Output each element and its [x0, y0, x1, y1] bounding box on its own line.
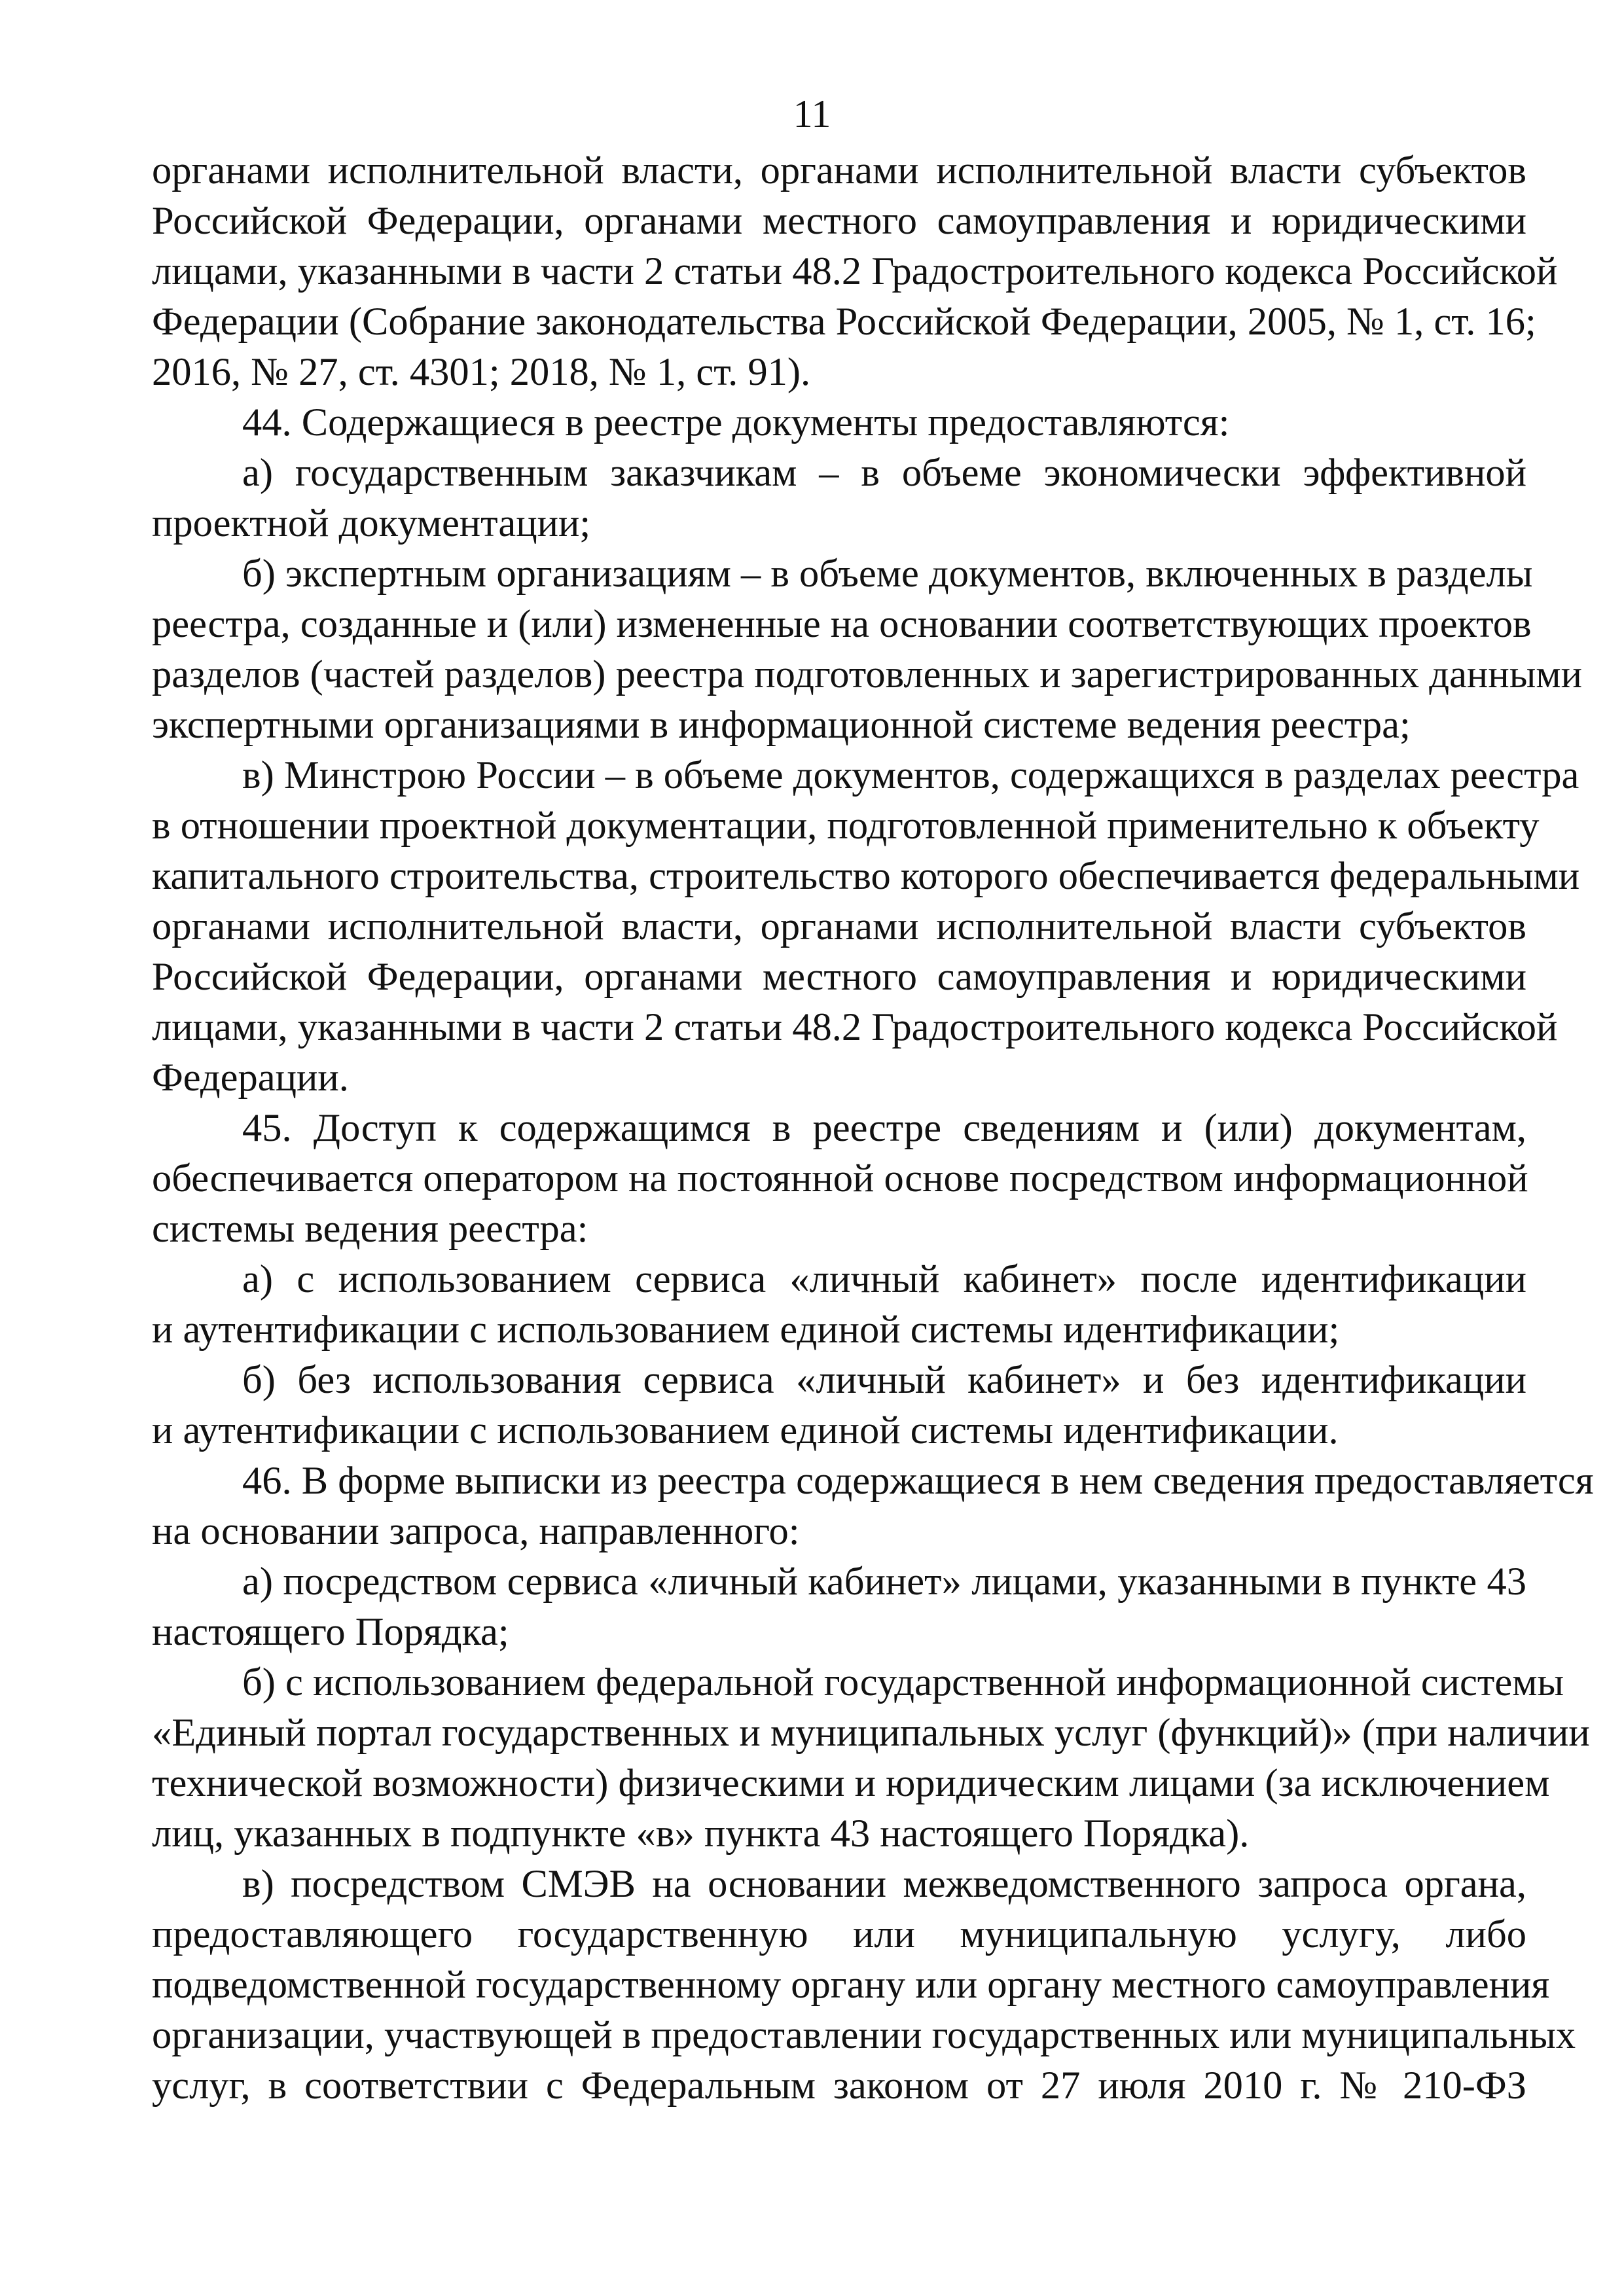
text-line: «Единый портал государственных и муниципальных услуг (функций)» (при наличии [152, 1711, 1590, 1755]
text-line: реестра, созданные и (или) измененные на основании соответствующих проектов [152, 602, 1532, 646]
text-line: в) посредством СМЭВ на основании межведомственного запроса органа, [242, 1862, 1526, 1906]
text-line: 2016, № 27, ст. 4301; 2018, № 1, ст. 91). [152, 350, 811, 394]
text-line: разделов (частей разделов) реестра подготовленных и зарегистрированных данными [152, 653, 1583, 696]
document-body [152, 145, 1594, 2111]
text-line: организации, участвующей в предоставлении государственных или муниципальных [152, 2013, 1576, 2057]
text-line: Федерации. [152, 1056, 349, 1100]
text-line: 44. Содержащиеся в реестре документы предоставляются: [242, 401, 1230, 444]
text-line: подведомственной государственному органу или органу местного самоуправления [152, 1963, 1550, 2007]
text-line: в отношении проектной документации, подготовленной применительно к объекту [152, 804, 1540, 848]
text-line: органами исполнительной власти, органами исполнительной власти субъектов [152, 905, 1526, 948]
text-line: лицами, указанными в части 2 статьи 48.2 Градостроительного кодекса Российской [152, 249, 1558, 293]
text-line: б) экспертным организациям – в объеме документов, включенных в разделы [242, 552, 1533, 596]
text-line: б) с использованием федеральной государственной информационной системы [242, 1660, 1564, 1704]
text-line: экспертными организациями в информационной системе ведения реестра; [152, 703, 1411, 747]
text-line: Российской Федерации, органами местного самоуправления и юридическими [152, 955, 1526, 999]
text-line: проектной документации; [152, 501, 591, 545]
text-line: Федерации (Собрание законодательства Российской Федерации, 2005, № 1, ст. 16; [152, 300, 1536, 344]
text-line: а) государственным заказчикам – в объеме экономически эффективной [242, 451, 1526, 495]
text-line: обеспечивается оператором на постоянной основе посредством информационной [152, 1157, 1528, 1200]
text-line: настоящего Порядка; [152, 1610, 509, 1654]
text-line: и аутентификации с использованием единой системы идентификации; [152, 1308, 1340, 1352]
text-line: капитального строительства, строительство которого обеспечивается федеральными [152, 854, 1580, 898]
page-number: 11 [793, 92, 831, 135]
text-line: и аутентификации с использованием единой системы идентификации. [152, 1408, 1339, 1452]
text-line: Российской Федерации, органами местного самоуправления и юридическими [152, 199, 1526, 243]
text-line: технической возможности) физическими и юридическим лицами (за исключением [152, 1761, 1550, 1805]
text-line: 45. Доступ к содержащимся в реестре сведениям и (или) документам, [242, 1106, 1526, 1150]
text-line: лицами, указанными в части 2 статьи 48.2 Градостроительного кодекса Российской [152, 1005, 1558, 1049]
text-line: в) Минстрою России – в объеме документов, содержащихся в разделах реестра [242, 753, 1579, 797]
text-line: на основании запроса, направленного: [152, 1509, 800, 1553]
text-line: б) без использования сервиса «личный кабинет» и без идентификации [242, 1358, 1526, 1402]
text-line: а) посредством сервиса «личный кабинет» лицами, указанными в пункте 43 [242, 1560, 1526, 1604]
text-line: системы ведения реестра: [152, 1207, 588, 1251]
text-line: 46. В форме выписки из реестра содержащиеся в нем сведения предоставляется [242, 1459, 1594, 1503]
text-line: органами исполнительной власти, органами исполнительной власти субъектов [152, 149, 1526, 192]
text-line: а) с использованием сервиса «личный кабинет» после идентификации [242, 1257, 1526, 1301]
text-line: предоставляющего государственную или муниципальную услугу, либо [152, 1912, 1526, 1956]
text-line: лиц, указанных в подпункте «в» пункта 43 настоящего Порядка). [152, 1812, 1250, 1856]
text-line: услуг, в соответствии с Федеральным законом от 27 июля 2010 г. № 210-ФЗ [152, 2064, 1526, 2108]
